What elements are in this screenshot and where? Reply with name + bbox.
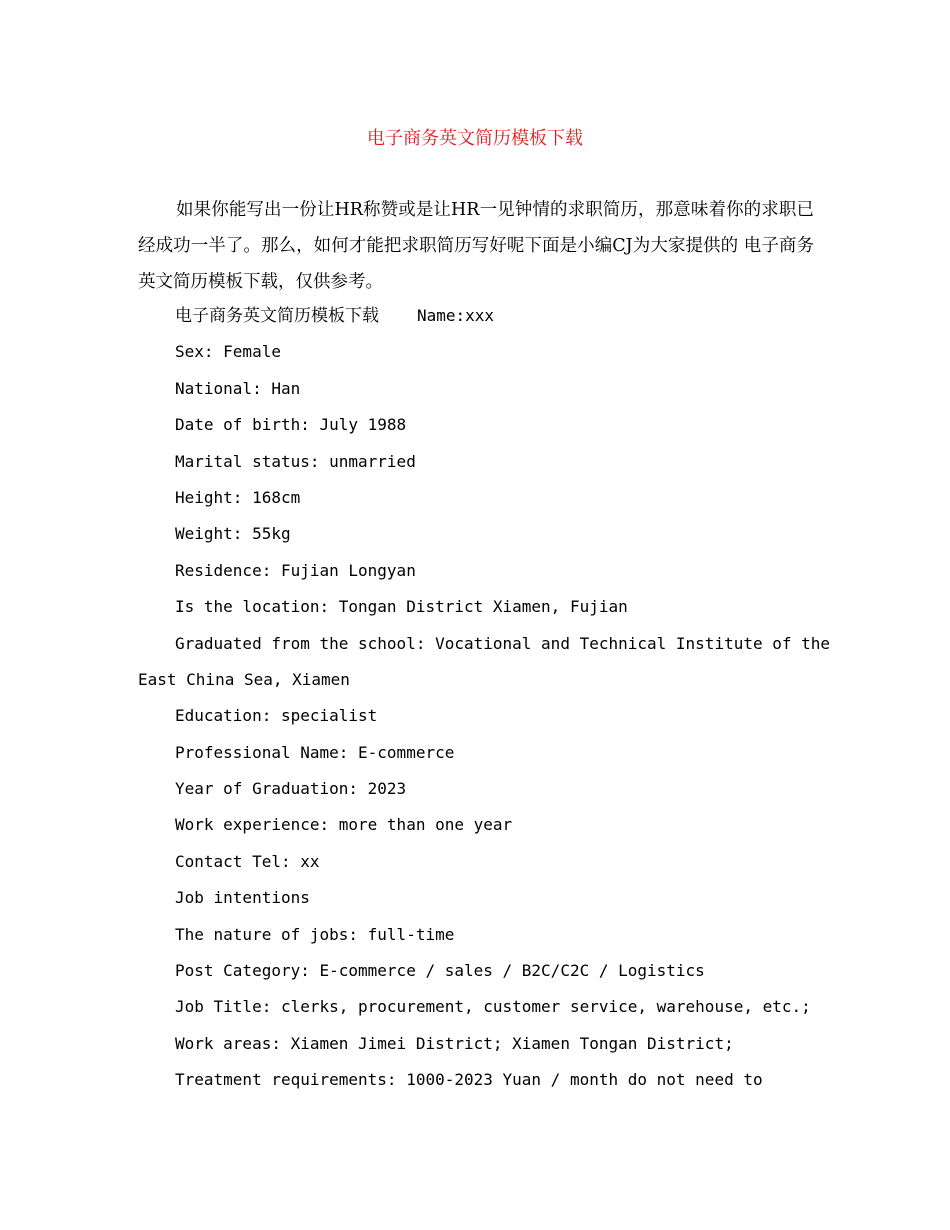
post-category-line: Post Category: E-commerce / sales / B2C/C2C / Logistics [175,961,705,981]
job-nature-line: The nature of jobs: full-time [175,924,455,944]
school-line: Graduated from the school: Vocational and Technical Institute of the [175,633,831,653]
location-line: Is the location: Tongan District Xiamen, Fujian [175,597,628,617]
work-areas-line: Work areas: Xiamen Jimei District; Xiamen Tongan District; [175,1033,734,1053]
work-experience-line: Work experience: more than one year [175,815,513,835]
resume-body [138,298,831,1099]
job-intentions-heading: Job intentions [175,888,310,908]
school-line-continued: East China Sea, Xiamen [138,669,350,689]
graduation-year-line: Year of Graduation: 2023 [175,779,407,799]
sex-line: Sex: Female [175,342,281,362]
document-title: 电子商务英文简历模板下载 [367,128,583,149]
weight-line: Weight: 55kg [175,524,291,544]
residence-line: Residence: Fujian Longyan [175,560,416,580]
name-field: Name:xxx [417,306,495,325]
birth-date-line: Date of birth: July 1988 [175,415,407,435]
treatment-requirements-line: Treatment requirements: 1000-2023 Yuan / month do not need to [175,1070,763,1090]
height-line: Height: 168cm [175,487,301,507]
job-title-line: Job Title: clerks, procurement, customer service, warehouse, etc.; [175,997,811,1017]
education-line: Education: specialist [175,706,378,726]
contact-tel-line: Contact Tel: xx [175,851,320,871]
professional-name-line: Professional Name: E-commerce [175,742,455,762]
national-line: National: Han [175,378,301,398]
intro-paragraph: 如果你能写出一份让HR称赞或是让HR一见钟情的求职简历，那意味着你的求职已经成功一半了。那么，如何才能把求职简历写好呢下面是小编CJ为大家提供的 电子商务英文简历模板下载，仅供参考。 [138,200,814,292]
marital-status-line: Marital status: unmarried [175,451,416,471]
resume-heading: 电子商务英文简历模板下载 [175,306,379,326]
resume-heading-line [138,298,818,334]
